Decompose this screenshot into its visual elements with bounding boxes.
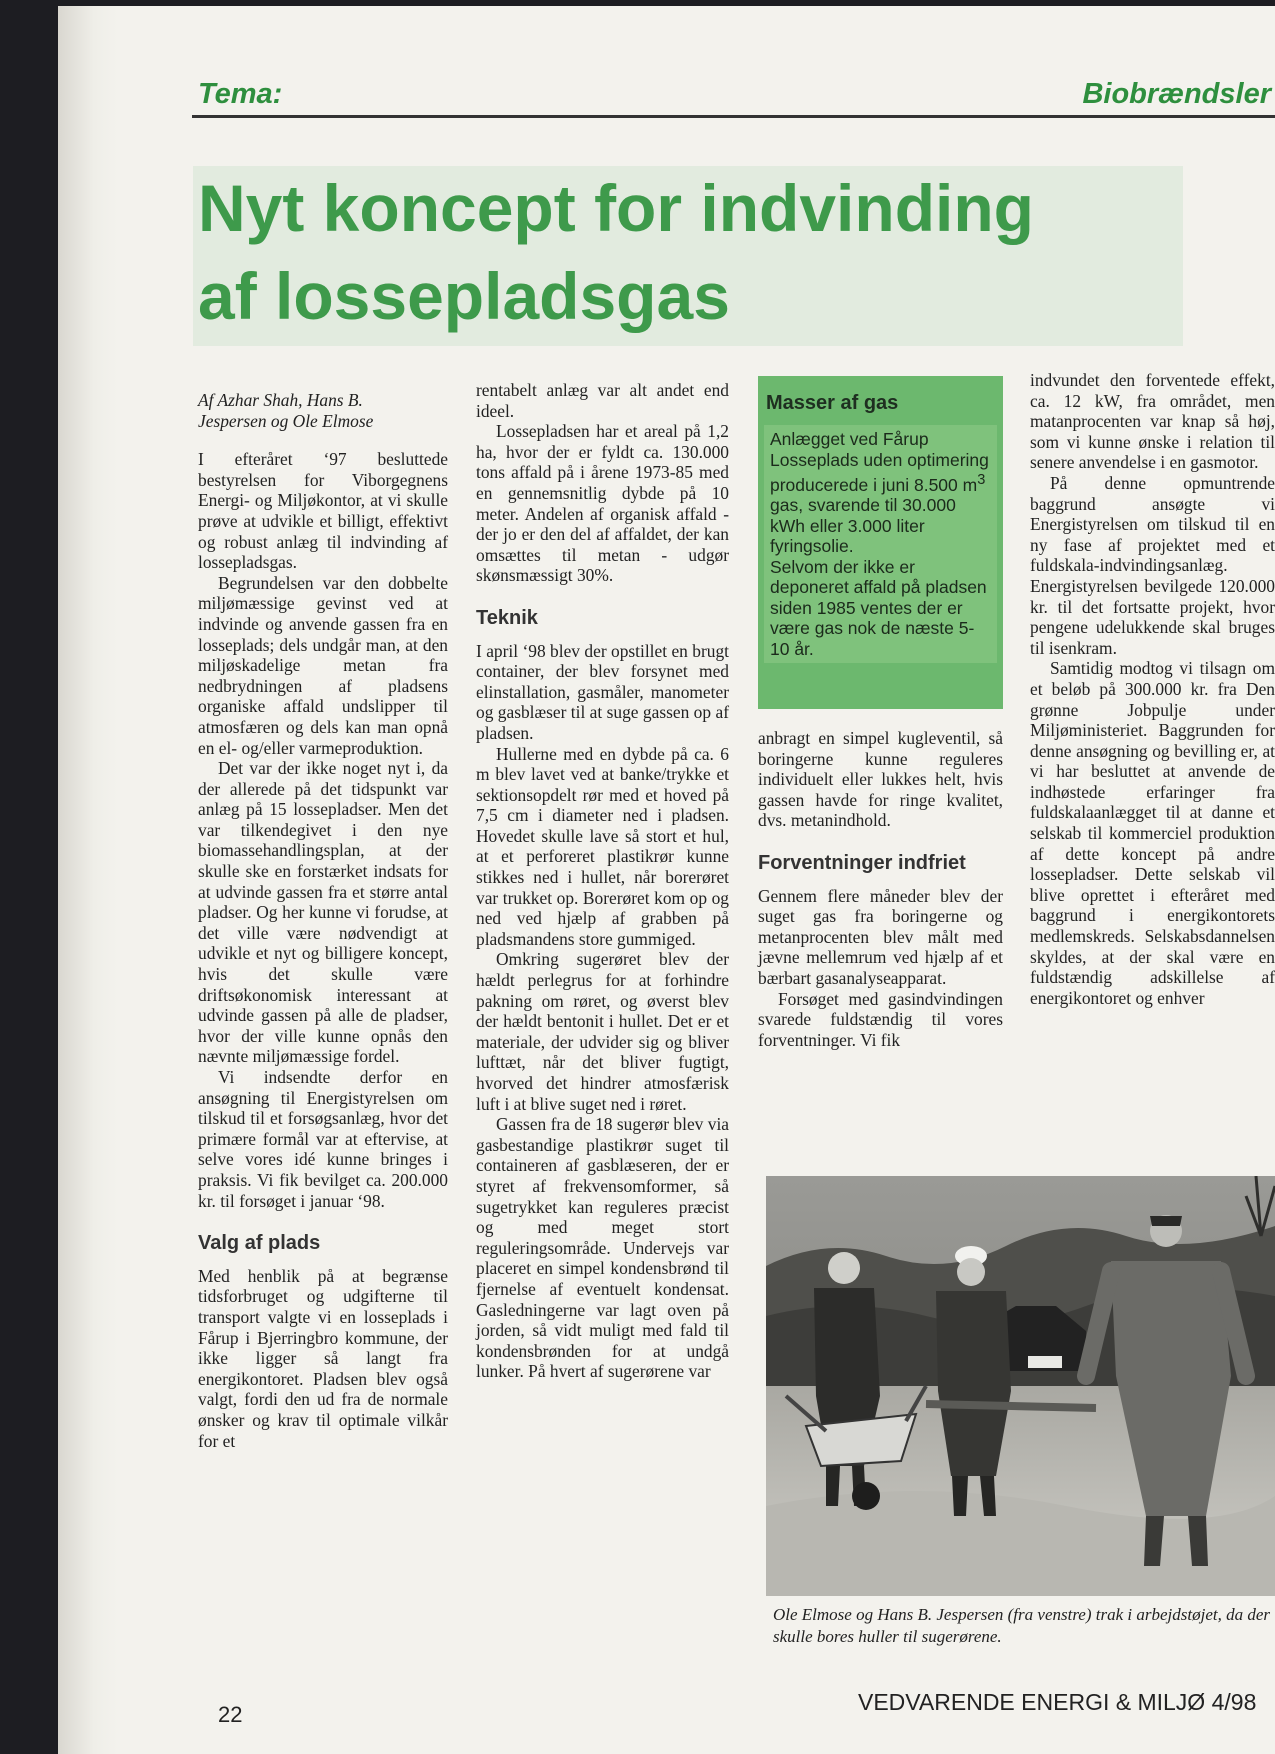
paragraph: I april ‘98 blev der opstillet en brugt container, der blev forsynet med elinstallation, gasmåler, manometer og gasblæser til at suge gassen op af pladsen. [476,640,729,743]
photo-caption: Ole Elmose og Hans B. Jespersen (fra venstre) trak i arbejdstøjet, da der skulle bores huller til sugerørene. [773,1605,1271,1646]
fact-box-text-2: Selvom der ikke er deponeret affald på pladsen siden 1985 ventes der er være gas nok de næste 5-10 år. [770,556,987,659]
header-rule [192,115,1275,118]
paragraph: Samtidig modtog vi tilsagn om et beløb på 300.000 kr. fra Den grønne Jobpulje under Miljøministeriet. Baggrunden for denne ansøgning og bevilling er, at vi har besluttet at anvende de indhøstede erfaringer fra fuldskalaanlægget til at danne et selskab til kommerciel produktion af dette koncept på andre lossepladser. Dette selskab vil blive oprettet i efteråret med baggrund i energikontorets medlemskreds. Selskabsdannelsen skyldes, at der skal være en fuldstændig adskillelse af energikontoret og enhver [1030,658,1275,1008]
title-line-1: Nyt koncept for indvinding [198,171,1034,245]
title-line-2: af lossepladsgas [198,259,730,333]
paragraph: rentabelt anlæg var alt andet end ideel. [476,380,729,421]
paragraph: Det var der ikke noget nyt i, da der allerede på det tidspunkt var anlæg på 15 lossepladser. Men det var tilkendegivet i den nye biomassehandlingsplan, at der skulle ske en forstærket indsats for at udvinde gassen fra et større antal pladser. Og her kunne vi forudse, at det ville være nødvendigt at udvikle et nyt og billigere koncept, hvis det skulle være driftsøkonomisk interessant at udvinde gassen på alle de pladser, hvor der ville kunne opnås den nævnte miljømæssige fordel. [198,758,448,1067]
magazine-footer: VEDVARENDE ENERGI & MILJØ 4/98 [858,1689,1257,1715]
paragraph: Forsøget med gasindvindingen svarede fuldstændig til vores forventninger. Vi fik [758,988,1003,1050]
page-number: 22 [218,1702,243,1727]
paragraph: På denne opmuntrende baggrund ansøgte vi Energistyrelsen om tilskud til en ny fase af projektet med et fuldskala-indvindingsanlæg. Energistyrelsen bevilgede 120.000 kr. til det fortsatte projekt, hvor pengene udelukkende skal bruges til isenkram. [1030,472,1275,658]
subheading-teknik: Teknik [476,606,538,629]
column-4 [1030,370,1275,1008]
section-label: Tema: [198,78,283,110]
fact-box-text-1: Anlægget ved Fårup Losseplads uden optimering producerede i juni 8.500 $m^3$ gas, svarende til 30.000 kWh eller 3.000 liter fyringsolie. [770,429,989,557]
column-3 [758,728,1003,1050]
paragraph: Begrundelsen var den dobbelte miljømæssige gevinst ved at indvinde og anvende gassen fra en losseplads; dels undgår man, at den miljøskadelige metan fra nedbrydningen af pladsens organiske affald undslipper til atmosfæren og dels kan man opnå en el- og/eller varmeproduktion. [198,572,448,758]
paragraph: Med henblik på at begrænse tidsforbruget og udgifterne til transport valgte vi en losseplads i Fårup i Bjerringbro kommune, der ikke ligger så langt fra energikontoret. Pladsen blev også valgt, fordi den ud fra de normale ønsker og krav til optimale vilkår for et [198,1265,448,1451]
paragraph: Gennem flere måneder blev der suget gas fra boringerne og metanprocenten blev målt med jævne mellemrum ved hjælp af et bærbart gasanalyseapparat. [758,885,1003,988]
paragraph: Lossepladsen har et areal på 1,2 ha, hvor der er fyldt ca. 130.000 tons affald på i årene 1973-85 med en gennemsnitlig dybde på 10 meter. Andelen af organisk affald - der jo er den del af affaldet, der kan omsættes til metan - udgør skønsmæssigt 30%. [476,421,729,586]
paragraph: indvundet den forventede effekt, ca. 12 kW, fra området, men matanprocenten var knap så høj, som vi kunne ønske i relation til senere anvendelse i en gasmotor. [1030,370,1275,473]
paragraph: Hullerne med en dybde på ca. 6 m blev lavet ved at banke/trykke et sektionsopdelt rør med et hoved på 7,5 cm i diameter ned i pladsen. Hovedet skulle lave så stort et hul, at et perforeret plastikrør kunne stikkes ned i hullet, når borerøret var trukket op. Borerøret kom op og ned ved hjælp af grabben på pladsmandens store gummiged. [476,743,729,949]
subheading-valg-af-plads: Valg af plads [198,1232,321,1255]
paragraph: anbragt en simpel kugleventil, så boringerne kunne reguleres individuelt eller lukkes helt, hvis gassen havde for ringe kvalitet, dvs. metanindhold. [758,728,1003,831]
fact-box-heading: Masser af gas [766,392,899,414]
fact-box-body [764,425,997,663]
paragraph: Omkring sugerøret blev der hældt perlegrus for at forhindre pakning om røret, og øverst blev der hældt bentonit i hullet. Det er et materiale, der udvider sig og bliver lufttæt, når det bliver fugtigt, hvorved det hindrer atmosfærisk luft i at blive suget ned i røret. [476,949,729,1114]
column-1 [198,390,448,1451]
paragraph: Vi indsendte derfor en ansøgning til Energistyrelsen om tilskud til et forsøgsanlæg, hvor det primære formål var at eftervise, at selve vores idé kunne bringes i praksis. Vi fik bevilget ca. 200.000 kr. til forsøget i januar ‘98. [198,1067,448,1211]
section-topic: Biobrændsler [1082,78,1271,110]
article-photo [766,1176,1275,1596]
page-spine-shadow [58,6,118,1754]
article-title [198,164,1198,340]
magazine-page [58,6,1275,1754]
fact-box [758,376,1003,709]
byline: Af Azhar Shah, Hans B. Jespersen og Ole Elmose [198,390,374,431]
paragraph: I efteråret ‘97 besluttede bestyrelsen for Viborgegnens Energi- og Miljøkontor, at vi skulle prøve at udvikle et billigt, effektivt og robust anlæg til indvinding af lossepladsgas. [198,449,448,573]
subheading-forventninger: Forventninger indfriet [758,851,966,874]
column-2 [476,380,729,1382]
photo-illustration [766,1176,1275,1596]
paragraph: Gassen fra de 18 sugerør blev via gasbestandige plastikrør suget til containeren af gasblæseren, der er styret af frekvensomformer, så sugetrykket kan reguleres præcist og med meget stort reguleringsområde. Undervejs var placeret en simpel kondensbrønd til fjernelse af eventuelt kondensat. Gasledningerne var lagt oven på jorden, så vidt muligt med fald til kondensbrønden for at undgå lunker. På hvert af sugerørene var [476,1114,729,1382]
